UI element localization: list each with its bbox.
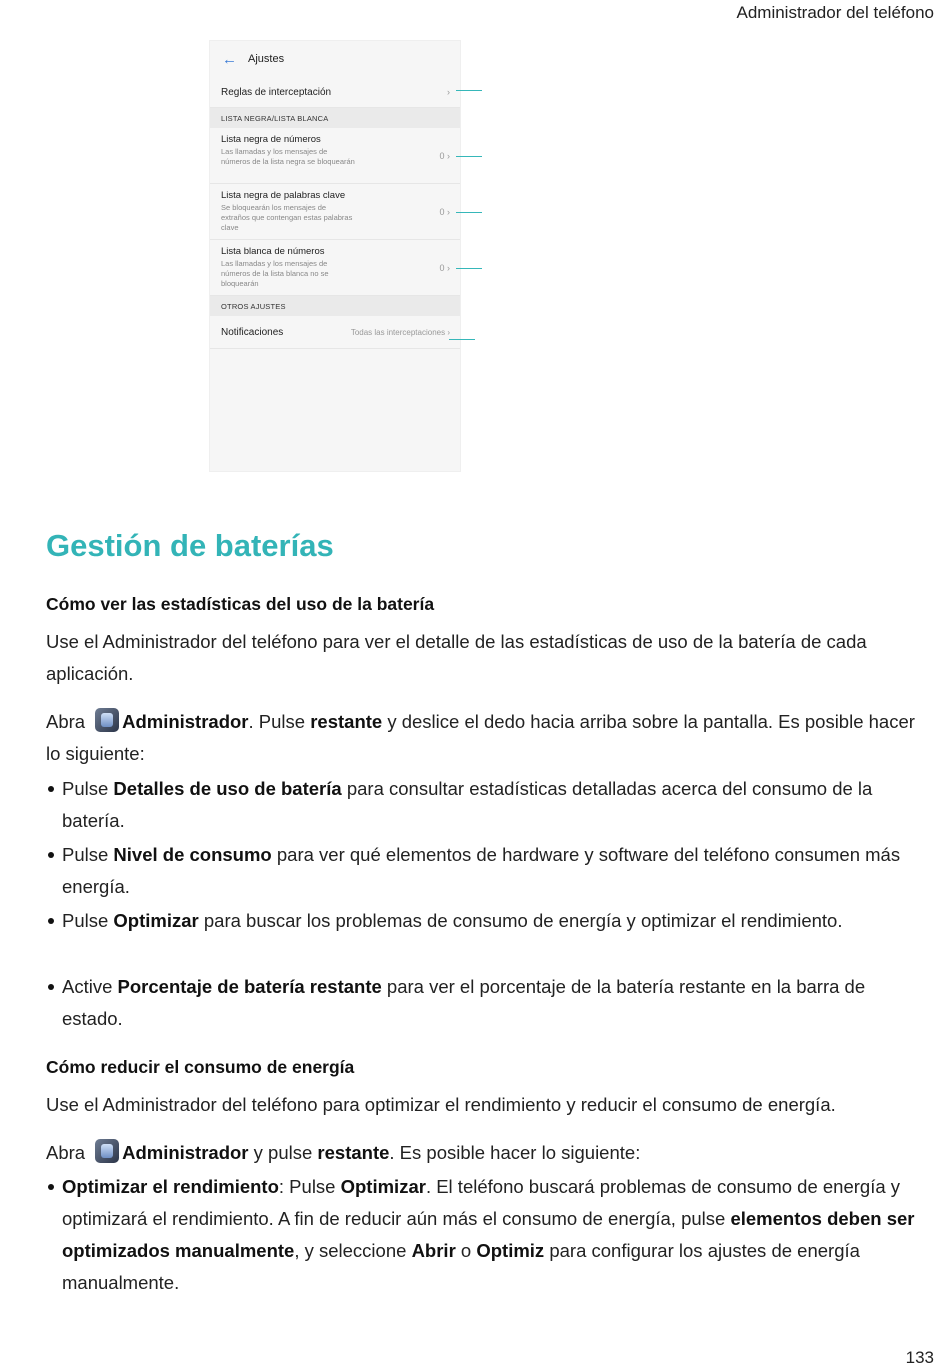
section-other-settings: OTROS AJUSTES (210, 296, 460, 316)
page-header-chapter: Administrador del teléfono (736, 3, 934, 22)
paragraph-open-2: Abra Administrador y pulse restante. Es posible hacer lo siguiente: (46, 1137, 926, 1169)
row-value: 0 › (439, 150, 450, 161)
list-item: Pulse Optimizar para buscar los problemas de consumo de energía y optimizar el rendimiento. (46, 905, 916, 937)
interception-rules-label: Reglas de interceptación (221, 86, 332, 98)
page-number: 133 (905, 1348, 934, 1367)
whitelist-numbers-row[interactable] (210, 240, 460, 296)
chevron-right-icon: › (447, 150, 450, 161)
phone-title: Ajustes (248, 53, 285, 65)
row-value: 0 › (439, 206, 450, 217)
phone-manager-app-icon (95, 1139, 119, 1163)
subsection-heading-reduce-consumption: Cómo reducir el consumo de energía (46, 1057, 355, 1077)
paragraph-intro-1: Use el Administrador del teléfono para ver el detalle de las estadísticas de uso de la batería de cada aplicación. (46, 631, 867, 684)
chevron-right-icon: › (447, 327, 450, 337)
row-title: Lista negra de palabras clave (221, 190, 346, 201)
row-title: Lista blanca de números (221, 246, 325, 257)
list-item: Pulse Nivel de consumo para ver qué elementos de hardware y software del teléfono consumen más energía. (46, 839, 916, 903)
list-item: Active Porcentaje de batería restante para ver el porcentaje de la batería restante en la barra de estado. (46, 971, 916, 1035)
callout-line (449, 339, 475, 340)
row-description: Las llamadas y los mensajes de números de la lista negra se bloquearán (221, 147, 355, 166)
chevron-right-icon: › (447, 87, 450, 97)
row-title: Lista negra de números (221, 134, 321, 145)
callout-line (456, 212, 482, 213)
blacklist-numbers-row[interactable] (210, 128, 460, 184)
callout-line (456, 90, 482, 91)
callout-line (456, 156, 482, 157)
blacklist-keywords-row[interactable] (210, 184, 460, 240)
row-description: Se bloquearán los mensajes de extraños que contengan estas palabras clave (221, 203, 353, 232)
list-item: Pulse Detalles de uso de batería para consultar estadísticas detalladas acerca del consumo de la batería. (46, 773, 916, 837)
interception-rules-row[interactable] (210, 77, 460, 108)
back-arrow-icon[interactable]: ← (222, 50, 237, 68)
phone-manager-app-icon (95, 708, 119, 732)
chevron-right-icon: › (447, 206, 450, 217)
notifications-row[interactable] (210, 316, 460, 349)
list-item: Optimizar el rendimiento: Pulse Optimizar. El teléfono buscará problemas de consumo de energía y optimizará el rendimiento. A fin de reducir aún más el consumo de energía, pulse elementos deben ser optimizados manualmente, y seleccione Abrir o Optimiz para configurar los ajustes de energía manualmente. (46, 1171, 916, 1299)
notifications-value: Todas las interceptaciones › (350, 327, 450, 337)
notifications-label: Notificaciones (221, 326, 284, 338)
paragraph-intro-2: Use el Administrador del teléfono para optimizar el rendimiento y reducir el consumo de energía. (46, 1094, 836, 1115)
row-description: Las llamadas y los mensajes de números de la lista blanca no se bloquearán (221, 259, 329, 288)
callout-line (456, 268, 482, 269)
section-title: Gestión de baterías (46, 528, 334, 563)
row-value: 0 › (439, 262, 450, 273)
chevron-right-icon: › (447, 262, 450, 273)
phone-top-bar (210, 41, 460, 77)
section-blacklist-whitelist: LISTA NEGRA/LISTA BLANCA (210, 108, 460, 128)
paragraph-open-1: Abra Administrador. Pulse restante y deslice el dedo hacia arriba sobre la pantalla. Es posible hacer lo siguiente: (46, 706, 926, 770)
subsection-heading-battery-stats: Cómo ver las estadísticas del uso de la batería (46, 594, 435, 614)
phone-screenshot (209, 40, 461, 472)
